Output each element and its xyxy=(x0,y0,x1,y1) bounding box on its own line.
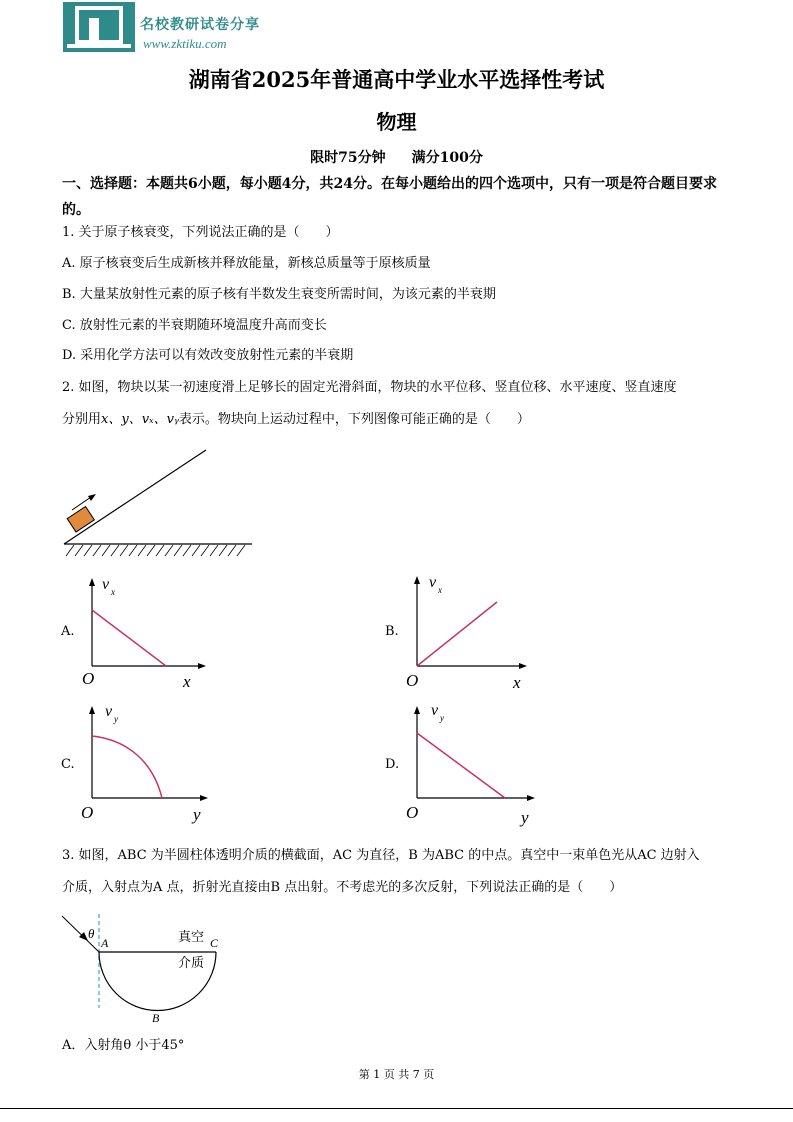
graph-b-ylabel: v xyxy=(429,574,437,591)
q3-stem xyxy=(62,840,742,904)
graph-a-xlabel: x xyxy=(183,672,191,691)
logo-mark xyxy=(63,2,135,52)
theta-label: θ xyxy=(88,926,95,941)
q3-option-a: A．入射角θ 小于45° xyxy=(62,1038,185,1053)
vacuum-label: 真空 xyxy=(178,930,205,945)
page-number: 第 1 页 共 7 页 xyxy=(358,1068,435,1081)
q2-stem-line2-b: 表示。物块向上运动过程中，下列图像可能正确的是（ ） xyxy=(178,412,530,427)
logo-url: www.zktiku.com xyxy=(143,36,227,51)
time-limit: 限时75分钟 xyxy=(310,150,386,166)
q2-stem-line2 xyxy=(62,404,742,436)
graph-a xyxy=(78,574,208,694)
point-a-label: A xyxy=(101,936,109,950)
incline-surface xyxy=(64,450,206,544)
graph-d-ylabel: v xyxy=(431,702,439,719)
graph-a-label: A. xyxy=(61,624,75,639)
q3-stem-line1: 3. 如图，ABC 为半圆柱体透明介质的横截面，AC 为直径，B 为ABC 的中点。真空中一束单色光从AC 边射入 xyxy=(62,848,700,863)
logo-text: 名校教研试卷分享 xyxy=(140,17,260,33)
graph-d-label: D. xyxy=(385,757,400,772)
subject-title: 物理 xyxy=(376,110,417,134)
exam-title: 湖南省2025年普通高中学业水平选择性考试 xyxy=(188,67,605,92)
graph-b-ysub: x xyxy=(438,585,442,595)
block xyxy=(67,507,94,532)
graph-c-curve xyxy=(92,736,162,798)
graph-b-xlabel: x xyxy=(513,673,521,692)
graph-a-origin: O xyxy=(82,669,95,688)
graph-d xyxy=(403,700,537,828)
exam-limits xyxy=(0,147,793,167)
bottom-divider xyxy=(0,1108,793,1109)
q1-option-c: C. 放射性元素的半衰期随环境温度升高而变长 xyxy=(62,318,327,333)
q1-stem: 1. 关于原子核衰变，下列说法正确的是（ ） xyxy=(62,225,339,240)
full-score: 满分100分 xyxy=(411,150,483,166)
graph-d-line xyxy=(417,733,505,798)
semicircle-figure xyxy=(58,912,228,1028)
graph-d-ysub: y xyxy=(440,713,444,723)
graph-d-xlabel: y xyxy=(521,808,529,827)
q2-vars: x、y、vₓ、vᵧ xyxy=(101,412,179,427)
graph-c-ylabel: v xyxy=(105,703,113,720)
graph-b-origin: O xyxy=(406,671,419,690)
q2-stem xyxy=(62,372,742,436)
q1-option-a: A. 原子核衰变后生成新核并释放能量，新核总质量等于原核质量 xyxy=(62,256,431,271)
graph-a-ylabel: v xyxy=(102,576,110,593)
graph-b-label: B. xyxy=(385,624,399,639)
graph-c xyxy=(78,700,210,824)
graph-d-origin: O xyxy=(406,803,419,822)
point-b-label: B xyxy=(152,1011,160,1025)
graph-c-xlabel: y xyxy=(193,805,201,824)
graph-c-origin: O xyxy=(81,803,94,822)
q2-stem-line1: 2. 如图，物块以某一初速度滑上足够长的固定光滑斜面，物块的水平位移、竖直位移、水平速度、竖直速度 xyxy=(62,380,677,395)
graph-b-line xyxy=(417,602,497,666)
incline-figure xyxy=(58,446,258,562)
graph-a-ysub: x xyxy=(111,587,115,597)
medium-label: 介质 xyxy=(178,956,205,971)
ground-hatching xyxy=(66,545,245,556)
q3-stem-line2: 介质，入射点为A 点，折射光直接由B 点出射。不考虑光的多次反射，下列说法正确的是（ ） xyxy=(62,880,623,895)
logo-icon xyxy=(63,2,135,52)
point-c-label: C xyxy=(210,936,219,950)
graph-b xyxy=(403,570,533,694)
graph-a-line xyxy=(92,610,166,666)
section-heading: 一、选择题：本题共6小题，每小题4分，共24分。在每小题给出的四个选项中，只有一项是符合题目要求的。 xyxy=(62,176,717,218)
velocity-arrowhead xyxy=(88,494,96,501)
q2-stem-line2-a: 分别用 xyxy=(62,412,102,427)
graph-c-ysub: y xyxy=(114,714,118,724)
q1-option-d: D. 采用化学方法可以有效改变放射性元素的半衰期 xyxy=(62,348,354,363)
graph-c-label: C. xyxy=(61,757,75,772)
q1-option-b: B. 大量某放射性元素的原子核有半数发生衰变所需时间，为该元素的半衰期 xyxy=(62,287,496,302)
